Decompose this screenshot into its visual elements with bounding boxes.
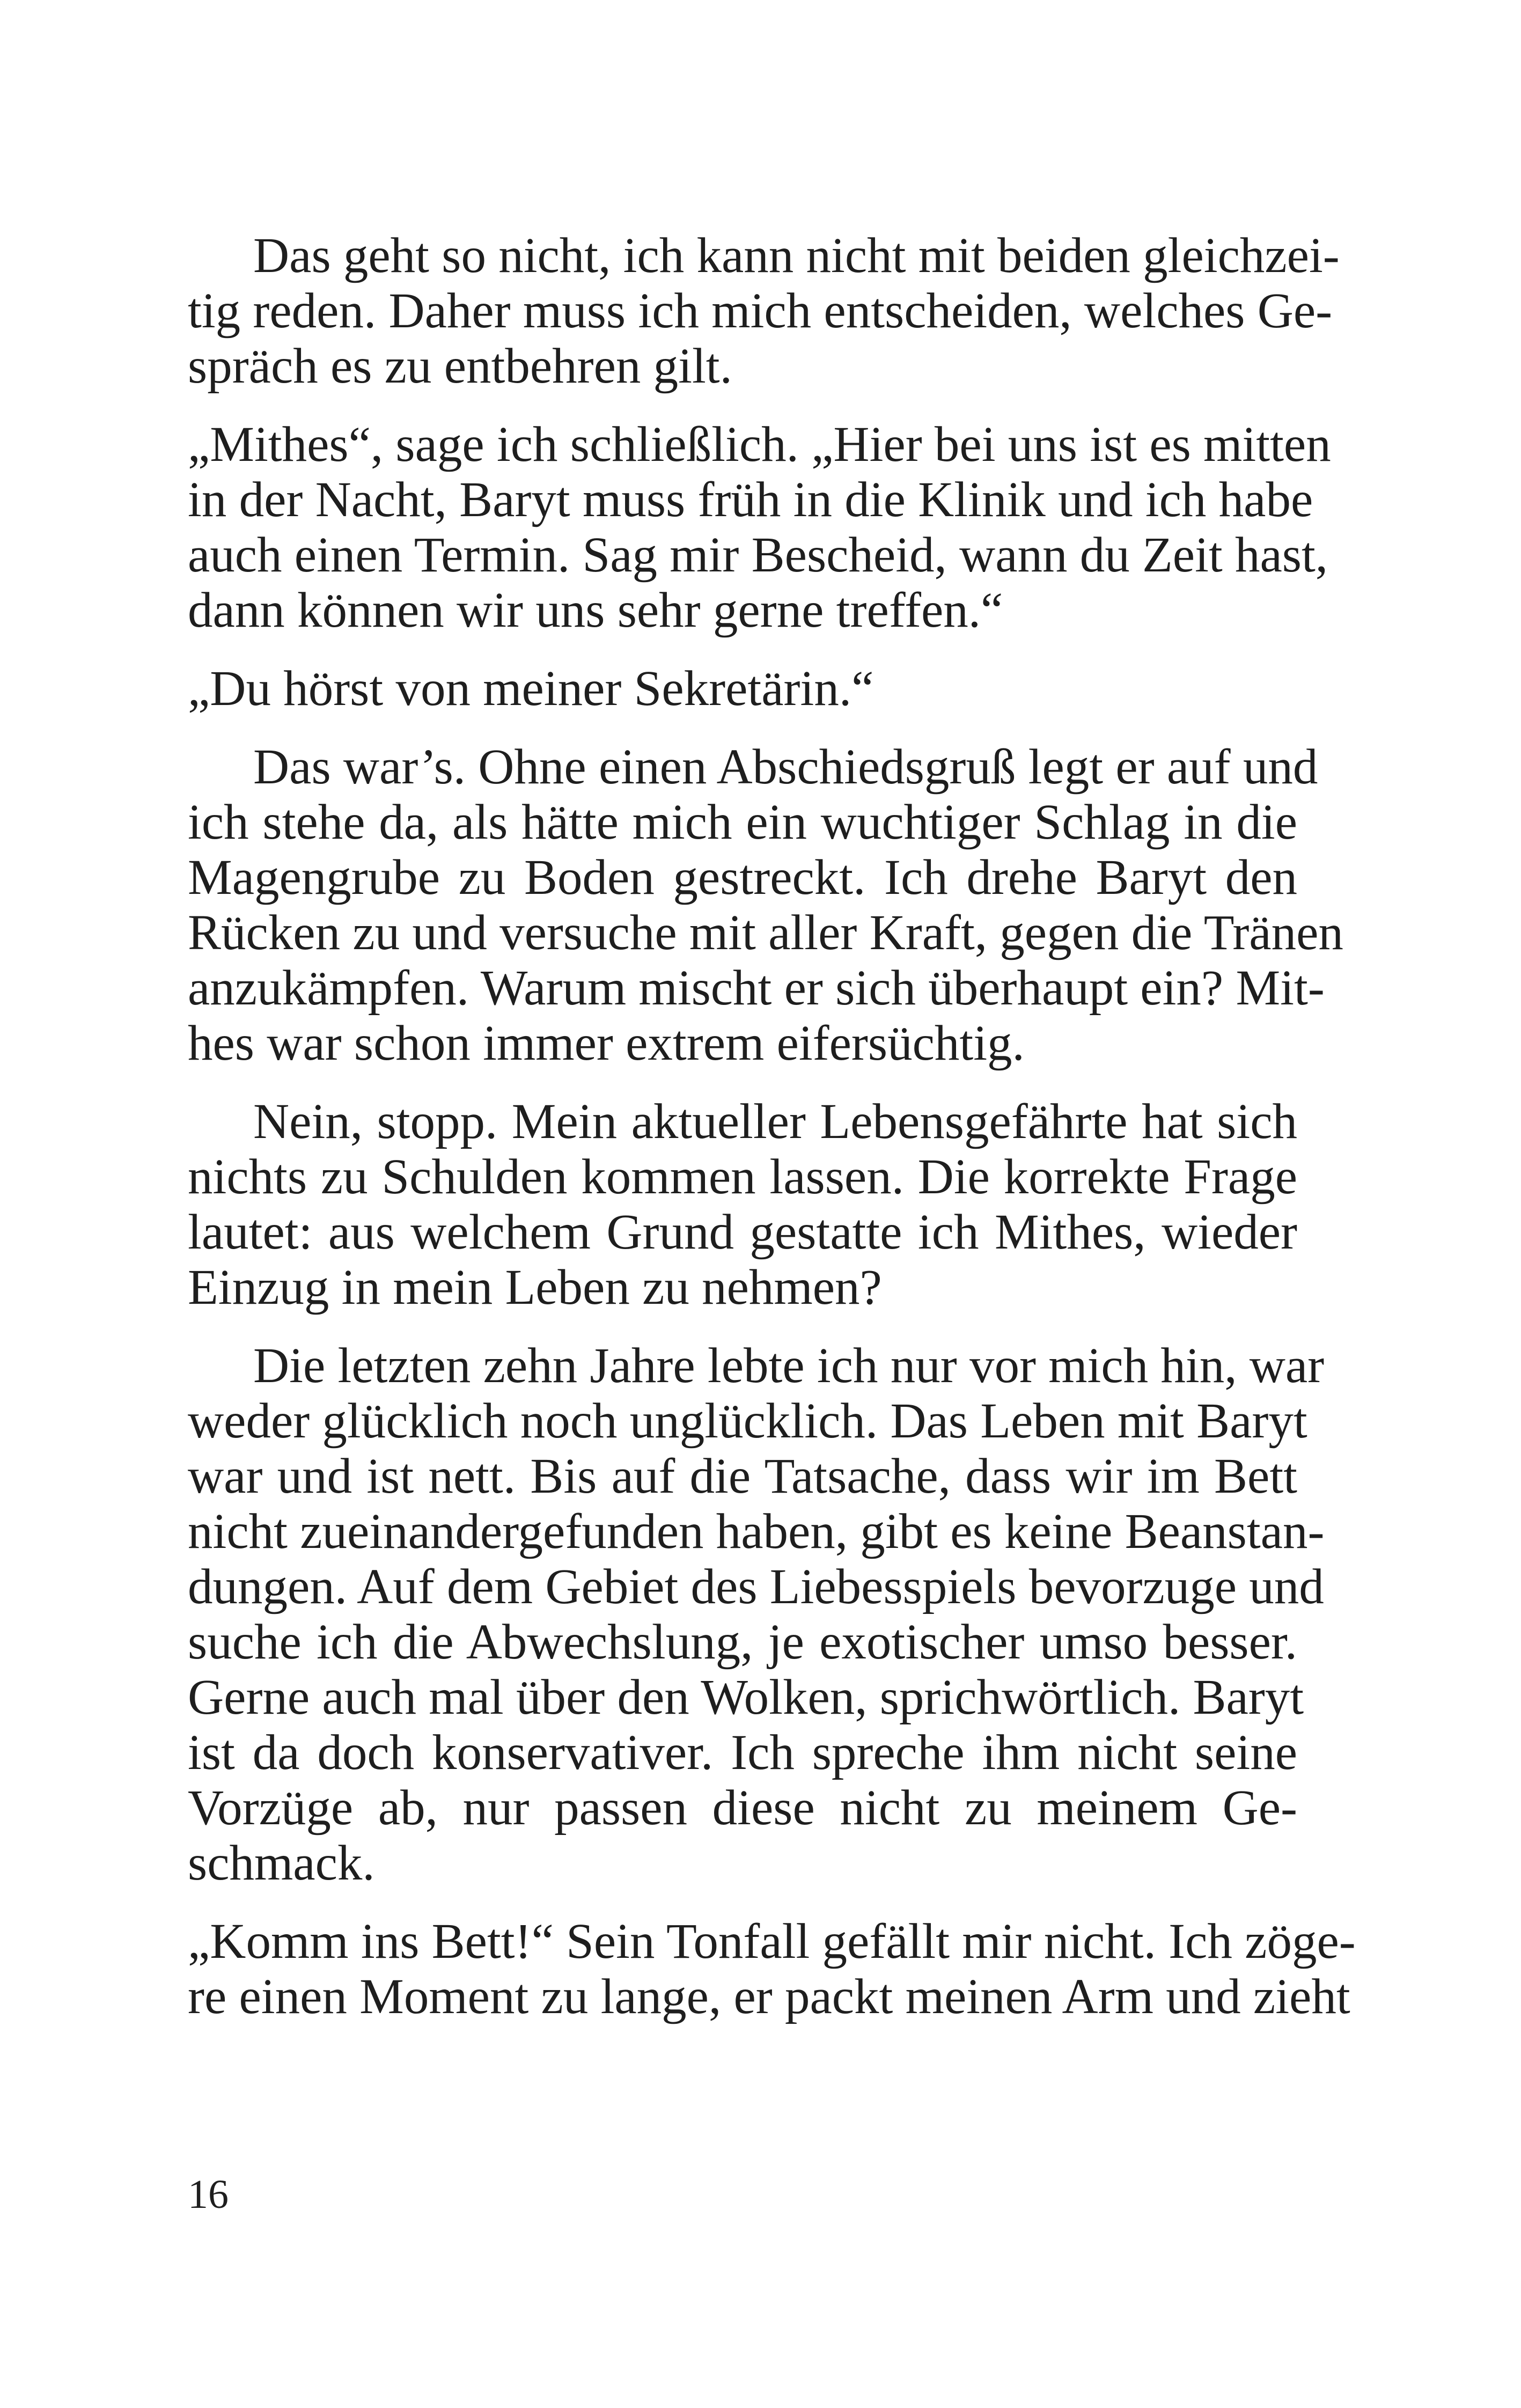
text-line: hes war schon immer extrem eifersüchtig. <box>188 1016 1025 1071</box>
text-line: nichts zu Schulden kommen lassen. Die korrekte Frage <box>188 1149 1297 1205</box>
text-line: war und ist nett. Bis auf die Tatsache, dass wir im Bett <box>188 1449 1297 1504</box>
text-line: „Komm ins Bett!“ Sein Tonfall gefällt mir nicht. Ich zöge- <box>188 1914 1356 1969</box>
text-line: „Mithes“, sage ich schließlich. „Hier bei uns ist es mitten <box>188 417 1331 472</box>
paragraph <box>188 661 1297 716</box>
text-line: in der Nacht, Baryt muss früh in die Klinik und ich habe <box>188 472 1313 527</box>
text-line: Die letzten zehn Jahre lebte ich nur vor mich hin, war <box>253 1338 1325 1393</box>
text-line: anzukämpfen. Warum mischt er sich überhaupt ein? Mit- <box>188 960 1325 1016</box>
text-line: dann können wir uns sehr gerne treffen.“ <box>188 583 1003 638</box>
text-line: suche ich die Abwechslung, je exotischer umso besser. <box>188 1614 1297 1670</box>
text-line: Das geht so nicht, ich kann nicht mit beiden gleichzei- <box>253 228 1340 283</box>
text-line: Rücken zu und versuche mit aller Kraft, gegen die Tränen <box>188 905 1343 960</box>
text-line: nicht zueinandergefunden haben, gibt es keine Beanstan- <box>188 1504 1325 1559</box>
paragraph <box>188 228 1340 394</box>
text-line: auch einen Termin. Sag mir Bescheid, wann du Zeit hast, <box>188 527 1328 583</box>
text-line: Gerne auch mal über den Wolken, sprichwörtlich. Baryt <box>188 1670 1304 1725</box>
text-line: spräch es zu entbehren gilt. <box>188 339 732 394</box>
text-line: lautet: aus welchem Grund gestatte ich Mithes, wieder <box>188 1205 1297 1260</box>
text-line: Magengrube zu Boden gestreckt. Ich drehe Baryt den <box>188 850 1297 905</box>
paragraph <box>188 1094 1297 1315</box>
text-line: Das war’s. Ohne einen Abschiedsgruß legt er auf und <box>253 739 1318 795</box>
paragraph <box>188 417 1331 638</box>
paragraph <box>188 1338 1325 1891</box>
page-number: 16 <box>188 2172 229 2217</box>
text-line: ich stehe da, als hätte mich ein wuchtiger Schlag in die <box>188 795 1297 850</box>
text-line: Einzug in mein Leben zu nehmen? <box>188 1260 882 1315</box>
text-line: weder glücklich noch unglücklich. Das Leben mit Baryt <box>188 1393 1307 1449</box>
text-line: schmack. <box>188 1836 375 1891</box>
paragraph <box>188 739 1343 1071</box>
text-line: Nein, stopp. Mein aktueller Lebensgefährte hat sich <box>253 1094 1297 1149</box>
text-line: „Du hörst von meiner Sekretärin.“ <box>188 661 874 716</box>
body-text <box>188 228 1356 2024</box>
text-line: dungen. Auf dem Gebiet des Liebesspiels bevorzuge und <box>188 1559 1324 1614</box>
text-line: re einen Moment zu lange, er packt meinen Arm und zieht <box>188 1969 1350 2024</box>
paragraph <box>188 1914 1356 2024</box>
text-line: tig reden. Daher muss ich mich entscheiden, welches Ge- <box>188 283 1333 339</box>
text-line: Vorzüge ab, nur passen diese nicht zu meinem Ge- <box>188 1780 1297 1836</box>
text-line: ist da doch konservativer. Ich spreche ihm nicht seine <box>188 1725 1297 1780</box>
